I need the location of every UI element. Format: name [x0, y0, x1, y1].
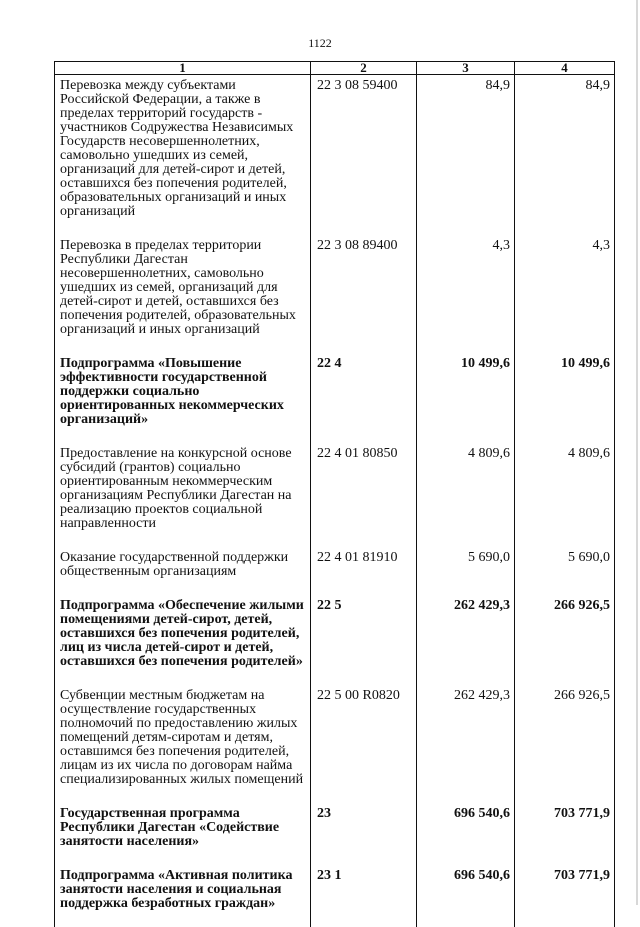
- row-value-2: 5 690,0: [515, 551, 615, 599]
- row-code: 22 5: [311, 599, 417, 689]
- row-name: Подпрограмма «Активная политика занятости населения и социальная поддержка безработных граждан»: [55, 869, 311, 927]
- table-row: [55, 357, 615, 447]
- row-name: Перевозка в пределах территории Республики Дагестан несовершеннолетних, самовольно ушедших из семей, организаций для детей-сирот и детей, оставшихся без попечения родителей, образовательных организаций и иных организаций: [55, 239, 311, 357]
- row-value-1: 696 540,6: [417, 869, 515, 927]
- table-row: [55, 807, 615, 869]
- row-value-1: 696 540,6: [417, 807, 515, 869]
- table-row: [55, 599, 615, 689]
- row-value-1: 262 429,3: [417, 689, 515, 807]
- row-value-1: 262 429,3: [417, 599, 515, 689]
- row-value-2: 266 926,5: [515, 599, 615, 689]
- row-value-2: 10 499,6: [515, 357, 615, 447]
- column-header-value-2: 4: [515, 62, 615, 75]
- row-code: 22 4: [311, 357, 417, 447]
- column-header-value-1: 3: [417, 62, 515, 75]
- row-code: 22 5 00 R0820: [311, 689, 417, 807]
- page-number: 1122: [308, 36, 332, 50]
- row-value-1: 5 690,0: [417, 551, 515, 599]
- row-code: 22 4 01 81910: [311, 551, 417, 599]
- table-header-row: [55, 62, 615, 75]
- row-value-2: 703 771,9: [515, 869, 615, 927]
- row-code: 23 1: [311, 869, 417, 927]
- row-code: 22 3 08 89400: [311, 239, 417, 357]
- row-value-2: 4 809,6: [515, 447, 615, 551]
- row-name: Подпрограмма «Повышение эффективности государственной поддержки социально ориентированных некоммерческих организаций»: [55, 357, 311, 447]
- row-value-2: 84,9: [515, 75, 615, 240]
- row-value-1: 84,9: [417, 75, 515, 240]
- row-value-2: 266 926,5: [515, 689, 615, 807]
- row-name: Подпрограмма «Обеспечение жилыми помещениями детей-сирот, детей, оставшихся без попечения родителей, лиц из числа детей-сирот и детей, оставшихся без попечения родителей»: [55, 599, 311, 689]
- row-name: Перевозка между субъектами Российской Федерации, а также в пределах территорий государств - участников Содружества Независимых Государств несовершеннолетних, самовольно ушедших из семей, организаций для детей-сирот и детей, оставшихся без попечения родителей, образовательных организаций и иных организаций: [55, 75, 311, 240]
- table-row: [55, 447, 615, 551]
- row-value-2: 703 771,9: [515, 807, 615, 869]
- row-code: 22 3 08 59400: [311, 75, 417, 240]
- table-row: [55, 551, 615, 599]
- row-value-2: 4,3: [515, 239, 615, 357]
- table-row: [55, 75, 615, 240]
- column-header-name: 1: [55, 62, 311, 75]
- table-row: [55, 869, 615, 927]
- row-value-1: 4 809,6: [417, 447, 515, 551]
- row-name: Государственная программа Республики Дагестан «Содействие занятости населения»: [55, 807, 311, 869]
- row-code: 22 4 01 80850: [311, 447, 417, 551]
- row-code: 23: [311, 807, 417, 869]
- table-row: [55, 239, 615, 357]
- column-header-code: 2: [311, 62, 417, 75]
- row-name: Предоставление на конкурсной основе субсидий (грантов) социально ориентированным некоммерческим организациям Республики Дагестан на реализацию проектов социальной направленности: [55, 447, 311, 551]
- row-value-1: 4,3: [417, 239, 515, 357]
- row-value-1: 10 499,6: [417, 357, 515, 447]
- scan-edge-shadow: [636, 0, 638, 905]
- budget-table: [54, 61, 615, 927]
- row-name: Оказание государственной поддержки общественным организациям: [55, 551, 311, 599]
- table-row: [55, 689, 615, 807]
- row-name: Субвенции местным бюджетам на осуществление государственных полномочий по предоставлению жилых помещений детям-сиротам и детям, оставшимся без попечения родителей, лицам из их числа по договорам найма специализированных жилых помещений: [55, 689, 311, 807]
